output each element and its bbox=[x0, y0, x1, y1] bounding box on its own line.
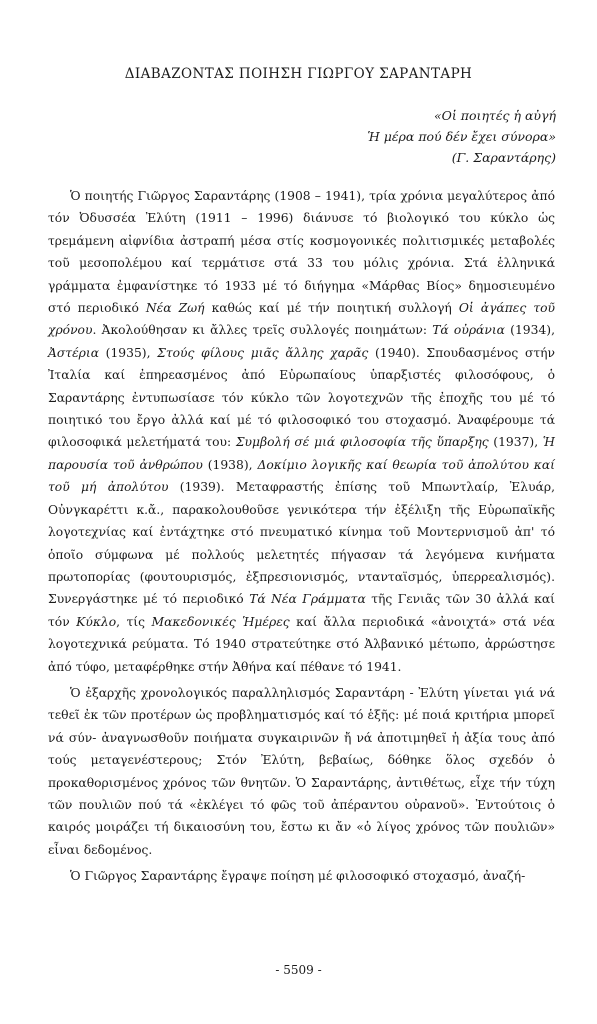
text-run: (1938), bbox=[202, 457, 258, 472]
italic-title: Συμβολή σέ μιά φιλοσοφία τῆς ὕπαρξης bbox=[235, 435, 489, 450]
italic-title: Τά Νέα Γράμματα bbox=[249, 592, 366, 607]
text-run: , τίς bbox=[116, 614, 152, 629]
italic-title: Οἱ ἀγάπες τοῦ χρόνου bbox=[48, 301, 556, 338]
text-run: Ὁ ἐξαρχῆς χρονολογικός παραλληλισμός Σαραντάρη - Ἐλύτη γίνεται γιά νά τεθεῖ ἐκ τῶν προτέρων ὡς προβληματισμός καί τό ἑξῆς: μέ ποιά κριτήρια μπορεῖ νά σύν- ἀναγνωσθοῦν ποιήματα συγκαιρινῶν ἤ νά ἀποτιμηθεῖ ἡ ἀξία τους ἀπό τούς μεταγενέστερους; Στόν Ἐλύτη, βεβαίως, δόθηκε ὅλος σχεδόν ὁ προκαθορισμένος χρόνος τῶν θνητῶν. Ὁ Σαραντάρης, ἀντιθέτως, εἶχε τήν τύχη τῶν πουλιῶν πού τά «ἐκλέγει τό φῶς τοῦ ἀπέραντου οὐρανοῦ». Ἐντούτοις ὁ καιρός μοιράζει τή δικαιοσύνη του, ἔστω κι ἄν «ὁ λίγος χρόνος τῶν πουλιῶν» εἶναι δεδομένος. bbox=[48, 685, 555, 857]
epigraph-line: Ἡ μέρα πού δέν ἔχει σύνορα» bbox=[367, 129, 556, 144]
text-run: καί ἄλλα περιοδικά «ἀνοιχτά» στά νέα λογοτεχνικά ρεύματα. Τό 1940 στρατεύτηκε στό Ἀλβανικό μέτωπο, ἀρρώστησε ἀπό τύφο, μεταφέρθηκε στήν Ἀθήνα καί πέθανε τό 1941. bbox=[48, 614, 555, 674]
body-paragraph bbox=[48, 185, 555, 678]
text-run: (1935), bbox=[99, 345, 158, 360]
body-paragraph bbox=[48, 682, 555, 861]
text-run: καθώς καί μέ τήν ποιητική συλλογή bbox=[204, 301, 459, 316]
italic-title: Τά οὐράνια bbox=[432, 323, 505, 338]
text-run: τῆς Γενιᾶς τῶν 30 ἀλλά καί τόν bbox=[48, 592, 555, 629]
italic-title: Ἡ παρουσία τοῦ ἀνθρώπου bbox=[48, 435, 555, 472]
italic-title: Δοκίμιο λογικῆς καί θεωρία τοῦ ἀπολύτου καί τοῦ μή ἀπολύτου bbox=[48, 457, 555, 495]
italic-title: Μακεδονικές Ἡμέρες bbox=[151, 614, 290, 629]
epigraph-attribution: (Γ. Σαραντάρης) bbox=[451, 150, 556, 165]
epigraph bbox=[367, 105, 556, 168]
text-run: Ὁ ποιητής Γιῶργος Σαραντάρης (1908 – 1941), τρία χρόνια μεγαλύτερος ἀπό τόν Ὀδυσσέα Ἐλύτη (1911 – 1996) διάνυσε τό βιολογικό του κύκλο ὡς τρεμάμενη αἰφνίδια ἀστραπή μέσα στίς κοσμογονικές πολιτισμικές μεταβολές τοῦ μεσοπολέμου καί τερμάτισε στά 33 του μόλις χρόνια. Στά ἑλληνικά γράμματα ἐμφανίστηκε τό 1933 μέ τό διήγημα «Μάρθας Βίος» δημοσιευμένο στό περιοδικό bbox=[48, 189, 555, 316]
text-run: (1937), bbox=[488, 435, 543, 450]
body-text bbox=[48, 185, 555, 892]
italic-title: Ἀστέρια bbox=[48, 345, 100, 360]
italic-title: Νέα Ζωή bbox=[145, 301, 205, 316]
italic-title: Κύκλο bbox=[76, 614, 117, 629]
text-run: Ὁ Γιῶργος Σαραντάρης ἔγραψε ποίηση μέ φιλοσοφικό στοχασμό, ἀναζή- bbox=[70, 869, 526, 884]
text-run: (1934), bbox=[504, 323, 555, 338]
body-paragraph bbox=[48, 865, 555, 887]
text-run: . Ἀκολούθησαν κι ἄλλες τρεῖς συλλογές ποιημάτων: bbox=[92, 323, 433, 338]
italic-title: Στούς φίλους μιᾶς ἄλλης χαρᾶς bbox=[157, 345, 369, 360]
text-run: (1939). Μεταφραστής ἐπίσης τοῦ Μπωντλαίρ, Ἐλυάρ, Οὐνγκαρέττι κ.ἄ., παρακολουθοῦσε γενικότερα τήν ἐξέλιξη τῆς Εὐρωπαϊκῆς λογοτεχνίας καί ἐντάχτηκε στό πνευματικό κίνημα τοῦ Μοντερνισμοῦ ἀπ' τό ὁποῖο σύμφωνα μέ πολλούς μελετητές πήγασαν τά λεγόμενα κινήματα πρωτοπορίας (φουτουρισμός, ἐξπρεσιονισμός, ντανταϊσμός, ὑπερρεαλισμός). Συνεργάστηκε μέ τό περιοδικό bbox=[48, 480, 555, 607]
page-title: ΔΙΑΒΑΖΟΝΤΑΣ ΠΟΙΗΣΗ ΓΙΩΡΓΟΥ ΣΑΡΑΝΤΑΡΗ bbox=[124, 66, 473, 82]
epigraph-line: «Οἱ ποιητές ἡ αὐγή bbox=[434, 108, 556, 123]
text-run: (1940). Σπουδασμένος στήν Ἰταλία καί ἐπηρεασμένος ἀπό Εὐρωπαίους ὑπαρξιστές φιλοσόφους, ὁ Σαραντάρης ἐντυπωσίασε τόν κύκλο τῶν λογοτεχνῶν τῆς ἐποχῆς του μέ τό ποιητικό του ἔργο ἀλλά καί μέ τό φιλοσοφικό του στοχασμό. Ἀναφέρουμε τά φιλοσοφικά μελετήματά του: bbox=[48, 345, 556, 450]
page-number: - 5509 - bbox=[275, 963, 322, 977]
